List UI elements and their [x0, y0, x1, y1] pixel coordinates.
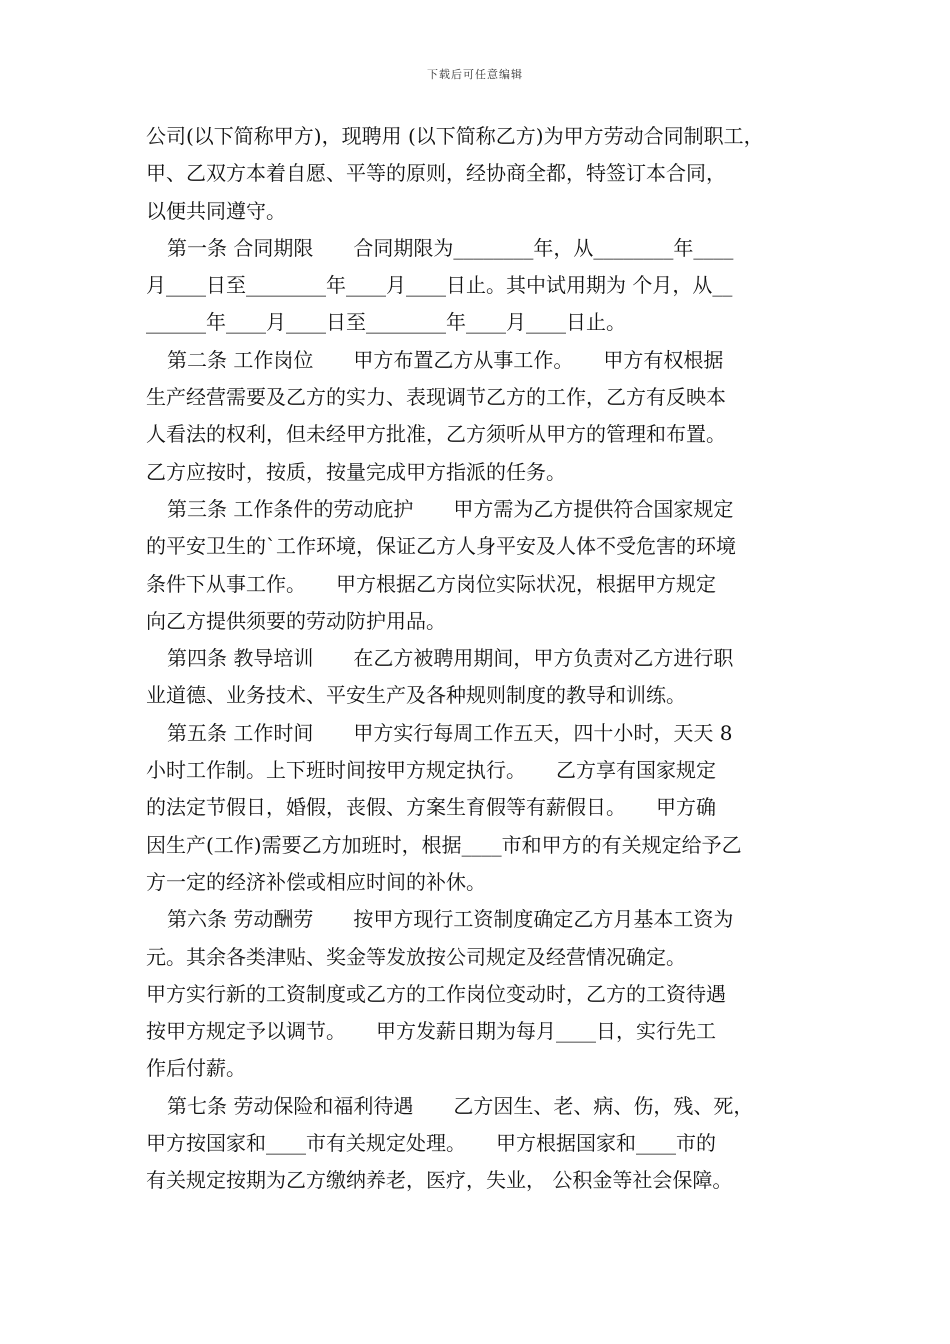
text-line: 业道德、业务技术、平安生产及各种规则制度的教导和训练。: [146, 683, 686, 708]
text-line: 元。其余各类津贴、奖金等发放按公司规定及经营情况确定。: [146, 944, 686, 969]
text-line: 有关规定按期为乙方缴纳养老，医疗，失业， 公积金等社会保障。: [146, 1168, 733, 1193]
article-2-heading-line: 第二条 工作岗位 甲方布置乙方从事工作。 甲方有权根据: [167, 347, 724, 372]
contract-body: [146, 118, 811, 1200]
text-line: 小时工作制。上下班时间按甲方规定执行。 乙方享有国家规定: [146, 758, 716, 783]
text-line: 甲方实行新的工资制度或乙方的工作岗位变动时，乙方的工资待遇: [146, 981, 726, 1006]
text-line: 月____日至________年____月____日止。其中试用期为 个月，从__: [146, 273, 733, 298]
article-7-heading-line: 第七条 劳动保险和福利待遇 乙方因生、老、病、伤，残、死，: [167, 1093, 754, 1118]
text-line: 甲方按国家和____市有关规定处理。 甲方根据国家和____市的: [146, 1131, 716, 1156]
text-line: 向乙方提供须要的劳动防护用品。: [146, 608, 446, 633]
text-line: 因生产(工作)需要乙方加班时，根据____市和甲方的有关规定给予乙: [146, 832, 742, 857]
text-line: ______年____月____日至________年____月____日止。: [146, 310, 626, 335]
text-line: 甲、乙双方本着自愿、平等的原则，经协商全都，特签订本合同，: [146, 161, 726, 186]
article-6-heading-line: 第六条 劳动酬劳 按甲方现行工资制度确定乙方月基本工资为: [167, 907, 734, 932]
text-line: 按甲方规定予以调节。 甲方发薪日期为每月____日，实行先工: [146, 1019, 716, 1044]
article-1-heading-line: 第一条 合同期限 合同期限为________年，从________年____: [167, 235, 734, 260]
page-header: 下载后可任意编辑: [427, 68, 523, 81]
text-line: 乙方应按时，按质，按量完成甲方指派的任务。: [146, 459, 566, 484]
text-line: 的法定节假日，婚假，丧假、方案生育假等有薪假日。 甲方确: [146, 795, 716, 820]
text-line: 生产经营需要及乙方的实力、表现调节乙方的工作，乙方有反映本: [146, 385, 726, 410]
text-line: 的平安卫生的`工作环境，保证乙方人身平安及人体不受危害的环境: [146, 534, 736, 559]
text-line: 作后付薪。: [146, 1056, 246, 1081]
article-4-heading-line: 第四条 教导培训 在乙方被聘用期间，甲方负责对乙方进行职: [167, 646, 734, 671]
text-line: 方一定的经济补偿或相应时间的补休。: [146, 869, 486, 894]
text-line: 人看法的权利，但未经甲方批准，乙方须听从甲方的管理和布置。: [146, 422, 726, 447]
text-line: 公司(以下简称甲方)，现聘用 (以下简称乙方)为甲方劳动合同制职工，: [146, 124, 764, 148]
text-line: 以便共同遵守。: [146, 198, 286, 223]
article-3-heading-line: 第三条 工作条件的劳动庇护 甲方需为乙方提供符合国家规定: [167, 496, 734, 521]
article-5-heading-line: 第五条 工作时间 甲方实行每周工作五天，四十小时，天天 8: [167, 720, 733, 745]
text-line: 条件下从事工作。 甲方根据乙方岗位实际状况，根据甲方规定: [146, 571, 716, 596]
